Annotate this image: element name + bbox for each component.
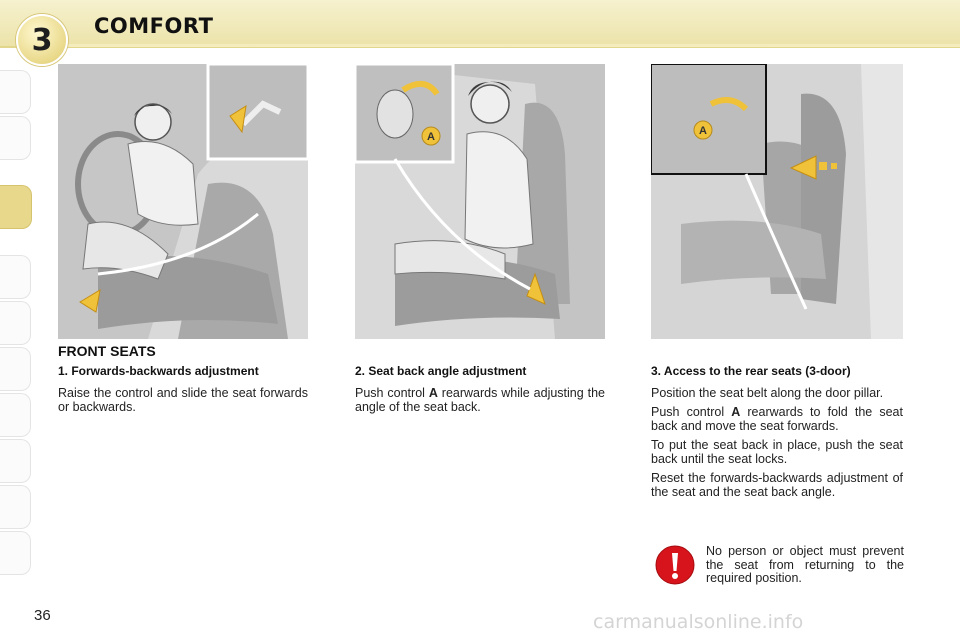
- column-3-paragraph-1: Position the seat belt along the door pillar.: [651, 386, 884, 400]
- section-title: FRONT SEATS: [58, 343, 156, 359]
- column-3-paragraph-3: To put the seat back in place, push the seat back until the seat locks.: [651, 438, 903, 466]
- side-tab-3-active[interactable]: [0, 185, 32, 229]
- chapter-number: 3: [31, 22, 53, 58]
- column-forwards-backwards: [58, 364, 308, 419]
- side-tab-4[interactable]: [0, 255, 31, 299]
- column-1-paragraph: Raise the control and slide the seat forwards or backwards.: [58, 386, 308, 414]
- column-2-paragraph: [355, 386, 605, 414]
- side-tab-8[interactable]: [0, 439, 31, 483]
- watermark: carmanualsonline.info: [593, 611, 804, 633]
- chapter-title: COMFORT: [94, 14, 214, 38]
- page-number: 36: [34, 607, 51, 624]
- column-2-text-a: Push control: [355, 386, 429, 400]
- figure-seat-back-angle: [355, 64, 605, 339]
- chapter-number-badge: [16, 14, 68, 66]
- control-a-label: A: [428, 386, 438, 400]
- column-3-paragraph-4: Reset the forwards-backwards adjustment of the seat and the seat back angle.: [651, 471, 903, 499]
- column-3-heading: 3. Access to the rear seats (3-door): [651, 364, 851, 378]
- column-2-heading: 2. Seat back angle adjustment: [355, 364, 527, 378]
- side-tab-1[interactable]: [0, 70, 31, 114]
- column-seat-back-angle: [355, 364, 605, 419]
- side-tab-2[interactable]: [0, 116, 31, 160]
- figure-seat-forwards-backwards: [58, 64, 308, 339]
- column-3-paragraph-2: [651, 405, 903, 433]
- side-tab-10[interactable]: [0, 531, 31, 575]
- column-3-text-a: Push control: [651, 405, 732, 419]
- side-tab-9[interactable]: [0, 485, 31, 529]
- figure-2-label-a: A: [427, 131, 435, 143]
- side-tab-6[interactable]: [0, 347, 31, 391]
- column-1-heading: 1. Forwards-backwards adjustment: [58, 364, 259, 378]
- column-3-text-b: rearwards to fold the seat back and move the seat forwards.: [651, 405, 903, 433]
- warning-text: No person or object must prevent the seat from returning to the required position.: [706, 544, 904, 585]
- column-rear-access: [651, 364, 903, 504]
- figure-rear-access: [651, 64, 903, 339]
- chapter-side-tabs: [0, 70, 34, 575]
- figure-3-label-a: A: [699, 125, 707, 137]
- exclamation-warning-icon: [655, 545, 695, 585]
- control-a-label: A: [731, 405, 741, 419]
- column-2-text-b: rearwards while adjusting the angle of the seat back.: [355, 386, 605, 414]
- side-tab-5[interactable]: [0, 301, 31, 345]
- side-tab-7[interactable]: [0, 393, 31, 437]
- header-rule: [60, 44, 960, 47]
